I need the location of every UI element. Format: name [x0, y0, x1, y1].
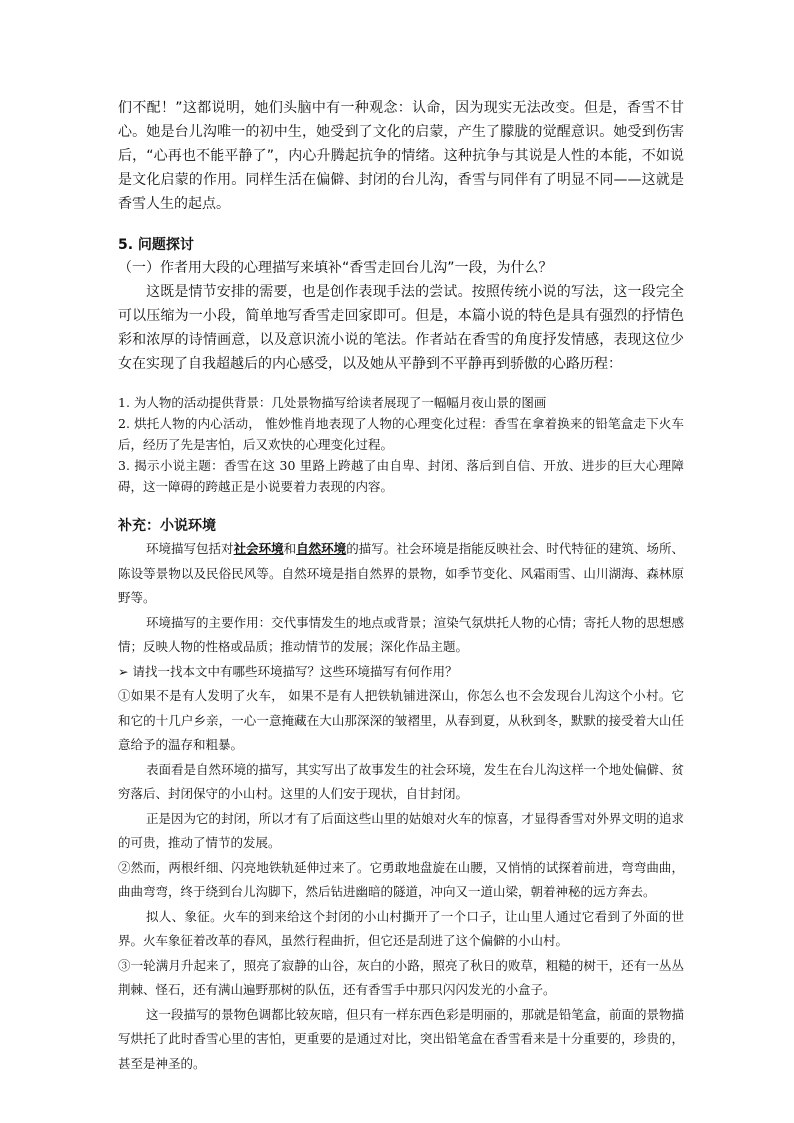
- section-5-question: （一）作者用大段的心理描写来填补“香雪走回台儿沟”一段，为什么？: [118, 260, 553, 276]
- quote-2-analysis: 拟人、象征。火车的到来给这个封闭的小山村撕开了一个口子，让山里人通过它看到了外面的世界。火车象征着改革的春风，虽然行程曲折，但它还是刮进了这个偏僻的小山村。: [118, 908, 684, 948]
- quote-1: ①如果不是有人发明了火车， 如果不是有人把铁轨铺进深山，你怎么也不会发现台儿沟这个小村。它和它的十几户乡亲，一心一意掩藏在大山那深深的皱褶里，从春到夏，从秋到冬，默默的接受着大山任意给予的温存和粗暴。: [118, 688, 684, 752]
- supplement-heading: 补充：小说环境: [118, 518, 216, 534]
- supplement-functions: 环境描写的主要作用：交代事情发生的地点或背景；渲染气氛烘托人物的心情；寄托人物的思想感情；反映人物的性格或品质；推动情节的发展；深化作品主题。: [118, 614, 684, 654]
- quote-3-analysis: 这一段描写的景物色调都比较灰暗，但只有一样东西色彩是明丽的，那就是铅笔盒，前面的景物描写烘托了此时香雪心里的害怕，更重要的是通过对比，突出铅笔盒在香雪看来是十分重要的，珍贵的，甚至是神圣的。: [118, 1006, 684, 1071]
- point-1: 1. 为人物的活动提供背景：几处景物描写给读者展现了一幅幅月夜山景的图画: [118, 395, 547, 410]
- supplement-definition: 环境描写包括对社会环境和自然环境的描写。社会环境是指能反映社会、时代特征的建筑、场所、陈设等景物以及民俗民风等。自然环境是指自然界的景物，如季节变化、风霜雨雪、山川湖海、森林原野等。: [118, 541, 684, 605]
- point-2: 2. 烘托人物的内心活动， 惟妙惟肖地表现了人物的心理变化过程：香雪在拿着换来的铅笔盒走下火车后，经历了先是害怕，后又欢快的心理变化过程。: [118, 416, 684, 452]
- quote-1-analysis-1: 表面看是自然环境的描写，其实写出了故事发生的社会环境，发生在台儿沟这样一个地处偏僻、贫穷落后、封闭保守的小山村。这里的人们安于现状，自甘封闭。: [118, 761, 684, 801]
- supplement-question: ➢ 请找一找本文中有哪些环境描写？这些环境描写有何作用？: [118, 663, 458, 679]
- quote-3: ③一轮满月升起来了，照亮了寂静的山谷，灰白的小路，照亮了秋日的败草，粗糙的树干，还有一丛丛荆棘、怪石，还有满山遍野那树的队伍，还有香雪手中那只闪闪发光的小盒子。: [118, 957, 684, 997]
- document-page: [118, 96, 684, 1076]
- point-3: 3. 揭示小说主题：香雪在这 30 里路上跨越了由自卑、封闭、落后到自信、开放、进步的巨大心理障碍，这一障碍的跨越正是小说要着力表现的内容。: [118, 458, 684, 494]
- term-social-environment: 社会环境: [233, 541, 284, 556]
- section-5-heading: 5. 问题探讨: [118, 237, 194, 253]
- quote-2: ②然而，两根纤细、闪亮地铁轨延伸过来了。它勇敢地盘旋在山腰，又悄悄的试探着前进，弯弯曲曲，曲曲弯弯，终于绕到台儿沟脚下，然后钻进幽暗的隧道，冲向又一道山梁，朝着神秘的远方奔去。: [118, 859, 684, 899]
- section-5-answer: 这既是情节安排的需要，也是创作表现手法的尝试。按照传统小说的写法，这一段完全可以压缩为一小段，简单地写香雪走回家即可。但是，本篇小说的特色是具有强烈的抒情色彩和浓厚的诗情画意，以及意识流小说的笔法。作者站在香雪的角度抒发情感，表现这位少女在实现了自我超越后的内心感受，以及她从平静到不平静再到骄傲的心路历程：: [118, 284, 684, 372]
- arrow-bullet-icon: ➢: [118, 663, 129, 679]
- intro-paragraph: 们不配！”这都说明，她们头脑中有一种观念：认命，因为现实无法改变。但是，香雪不甘心。她是台儿沟唯一的初中生，她受到了文化的启蒙，产生了朦胧的觉醒意识。她受到伤害后，“心再也不能平静了”，内心升腾起抗争的情绪。这种抗争与其说是人性的本能，不如说是文化启蒙的作用。同样生活在偏僻、封闭的台儿沟，香雪与同伴有了明显不同——这就是香雪人生的起点。: [118, 100, 684, 212]
- term-natural-environment: 自然环境: [296, 541, 347, 556]
- quote-1-analysis-2: 正是因为它的封闭，所以才有了后面这些山里的姑娘对火车的惊喜，才显得香雪对外界文明的追求的可贵，推动了情节的发展。: [118, 810, 684, 850]
